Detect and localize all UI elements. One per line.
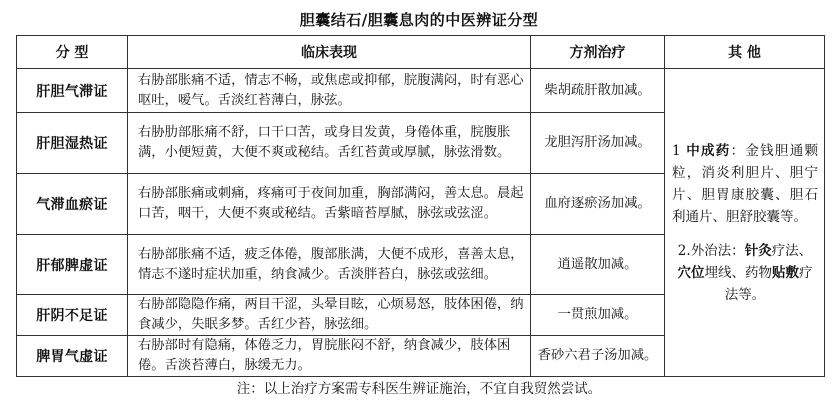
syndrome-name: 气滞血瘀证 <box>17 174 128 235</box>
treatment-text: 香砂六君子汤加减。 <box>531 336 665 377</box>
clinical-text: 右胁肋部胀痛不舒，口干口苦，或身目发黄，身倦体重，脘腹胀满，小便短黄，大便不爽或秘结。舌红苔黄或厚腻，脉弦滑数。 <box>128 113 531 174</box>
treatment-text: 一贯煎加减。 <box>531 295 665 336</box>
header-row <box>17 36 825 69</box>
clinical-text: 右胁部胀痛或刺痛，疼痛可于夜间加重，胸部满闷，善太息。晨起口苦，咽干，大便不爽或秘结。舌紫暗苔厚腻，脉弦或弦涩。 <box>128 174 531 235</box>
clinical-text: 右胁部胀痛不适，情志不畅，或焦虑或抑郁，脘腹满闷，时有恶心呕吐，嗳气。舌淡红苔薄白，脉弦。 <box>128 69 531 113</box>
clinical-text: 右胁部胀痛不适，疲乏体倦，腹部胀满，大便不成形，喜善太息，情志不遂时症状加重，纳食减少。舌淡胖苔白，脉弦或弦细。 <box>128 235 531 295</box>
page-title: 胆囊结石/胆囊息肉的中医辨证分型 <box>299 11 539 29</box>
treatment-text: 逍遥散加减。 <box>531 235 665 295</box>
syndrome-name: 肝郁脾虚证 <box>17 235 128 295</box>
header-other: 其 他 <box>665 36 825 69</box>
header-type: 分 型 <box>17 36 128 69</box>
clinical-text: 右胁部隐隐作痛，两目干涩，头晕目眩，心烦易怒，肢体困倦，纳食减少，失眠多梦。舌红少苔，脉弦细。 <box>128 295 531 336</box>
other-item-2: 2.外治法：针灸疗法、穴位埋线、药物贴敷疗法等。 <box>677 242 813 303</box>
other-cell <box>665 69 825 377</box>
other-item-1: 1 中成药：金钱胆通颗粒，消炎利胆片、胆宁片、胆胃康胶囊、胆石利通片、胆舒胶囊等。 <box>672 142 819 225</box>
treatment-text: 血府逐瘀汤加减。 <box>531 174 665 235</box>
syndrome-name: 脾胃气虚证 <box>17 336 128 377</box>
table-row <box>17 69 825 113</box>
treatment-text: 龙胆泻肝汤加减。 <box>531 113 665 174</box>
syndrome-name: 肝阴不足证 <box>17 295 128 336</box>
syndrome-table <box>16 35 825 377</box>
syndrome-name: 肝胆气滞证 <box>17 69 128 113</box>
syndrome-name: 肝胆湿热证 <box>17 113 128 174</box>
clinical-text: 右胁部时有隐痛，体倦乏力，胃脘胀闷不舒，纳食减少，肢体困倦。舌淡苔薄白，脉缓无力。 <box>128 336 531 377</box>
footnote: 注：以上治疗方案需专科医生辨证施治，不宜自我贸然尝试。 <box>236 381 602 397</box>
header-treatment: 方剂治疗 <box>531 36 665 69</box>
treatment-text: 柴胡疏肝散加减。 <box>531 69 665 113</box>
header-clinical: 临床表现 <box>128 36 531 69</box>
